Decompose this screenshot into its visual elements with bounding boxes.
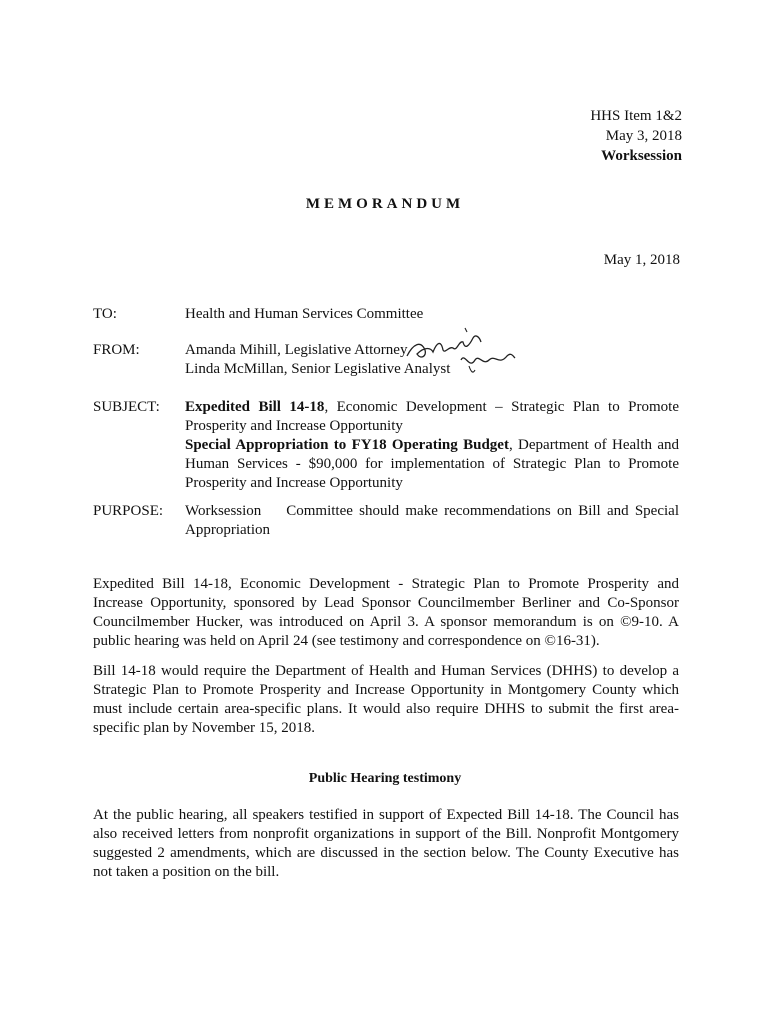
body-paragraph-2: Bill 14-18 would require the Department of Health and Human Services (DHHS) to develop a Strategic Plan to Promote Prosperity and Increase Opportunity in Montgomery County which must include certain area-specific plans. It would also require DHHS to submit the first area-specific plan by November 15, 2018. <box>93 663 679 736</box>
from-label: FROM: <box>93 342 140 358</box>
subject-paragraph-1 <box>185 398 679 436</box>
subject-label: SUBJECT: <box>93 399 160 415</box>
from-line-1: Amanda Mihill, Legislative Attorney <box>185 342 408 358</box>
subject-appropriation-description: , Department of Health and Human Services - $90,000 for implementation of Strategic Plan to Promote Prosperity and Increase Opportunity <box>185 437 679 491</box>
memo-date: May 1, 2018 <box>603 252 680 268</box>
subject-appropriation-title: Special Appropriation to FY18 Operating Budget <box>185 437 509 453</box>
from-line-2: Linda McMillan, Senior Legislative Analyst <box>185 361 451 377</box>
body-paragraph-3: At the public hearing, all speakers testified in support of Expected Bill 14-18. The Council has also received letters from nonprofit organizations in support of the Bill. Nonprofit Montgomery suggested 2 amendments, which are discussed in the section below. The County Executive has not taken a position on the bill. <box>93 807 679 880</box>
header-date: May 3, 2018 <box>605 128 682 144</box>
purpose-label: PURPOSE: <box>93 503 164 519</box>
subject-bill-description: , Economic Development – Strategic Plan to Promote Prosperity and Increase Opportunity <box>185 399 679 434</box>
handwritten-initials-signature <box>403 326 518 376</box>
header-item: HHS Item 1&2 <box>590 108 682 124</box>
subject-value <box>185 398 679 493</box>
purpose-value: Worksession Committee should make recommendations on Bill and Special Appropriation <box>185 503 682 538</box>
header-session: Worksession <box>601 148 682 164</box>
to-value: Health and Human Services Committee <box>185 306 424 322</box>
to-label: TO: <box>93 306 117 322</box>
memo-title: MEMORANDUM <box>305 196 465 212</box>
subject-bill-title: Expedited Bill 14-18 <box>185 399 325 415</box>
body-paragraph-1: Expedited Bill 14-18, Economic Development - Strategic Plan to Promote Prosperity and Increase Opportunity, sponsored by Lead Sponsor Councilmember Berliner and Co-Sponsor Councilmember Hucker, was introduced on April 3. A sponsor memorandum is on ©9-10. A public hearing was held on April 24 (see testimony and correspondence on ©16-31). <box>93 576 679 649</box>
header-block <box>590 106 682 166</box>
subject-paragraph-2 <box>185 436 679 493</box>
section-heading: Public Hearing testimony <box>308 771 462 786</box>
